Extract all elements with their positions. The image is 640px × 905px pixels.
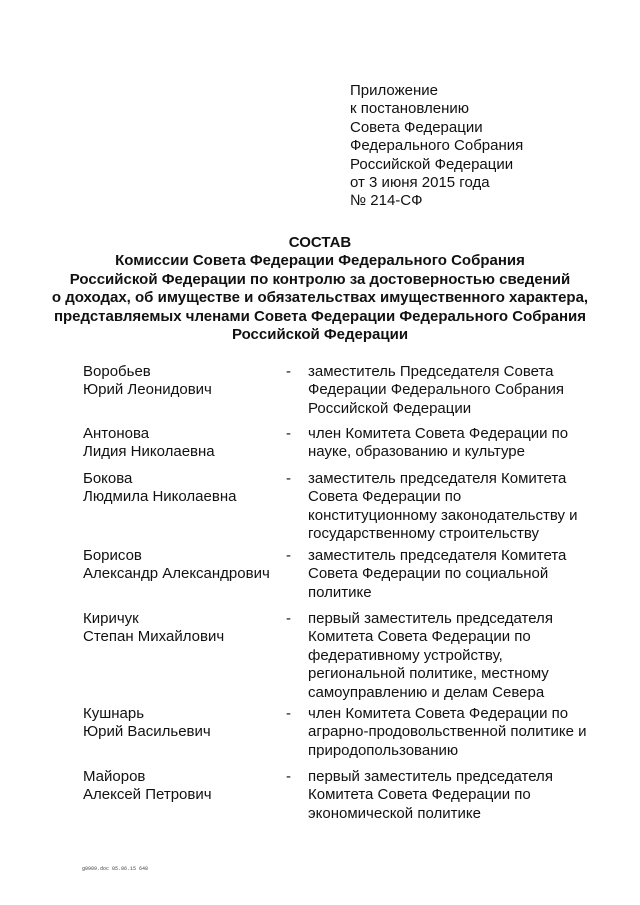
member-surname: Кушнарь — [83, 705, 145, 722]
member-role — [308, 705, 587, 760]
role-line: самоуправлению и делам Севера — [308, 683, 545, 701]
role-line: Комитета Совета Федерации по — [308, 786, 531, 804]
member-given-name: Александр Александрович — [83, 565, 270, 583]
appendix-line: к постановлению — [350, 100, 469, 118]
appendix-block — [350, 82, 523, 211]
member-surname: Киричук — [83, 610, 139, 627]
member-dash: - — [286, 363, 291, 380]
role-line: Российской Федерации — [308, 399, 472, 417]
member-role — [308, 363, 564, 418]
member-role — [308, 425, 568, 462]
member-surname: Майоров — [83, 768, 146, 785]
member-name — [83, 363, 212, 400]
role-line: науке, образованию и культуре — [308, 443, 525, 461]
member-name — [83, 470, 236, 507]
role-line: природопользованию — [308, 741, 459, 759]
role-line: конституционному законодательству и — [308, 506, 578, 524]
member-given-name: Юрий Васильевич — [83, 723, 211, 741]
member-surname: Антонова — [83, 425, 150, 442]
title-line: Российской Федерации — [231, 326, 409, 344]
member-surname: Воробьев — [83, 363, 151, 380]
role-line: заместитель Председателя Совета — [308, 363, 554, 380]
member-given-name: Людмила Николаевна — [83, 488, 237, 506]
title-line: о доходах, об имуществе и обязательствах имущественного характера, — [51, 289, 589, 307]
document-footer-code: g0909.doc 05.06.15 648 — [82, 866, 149, 872]
role-line: заместитель председателя Комитета — [308, 470, 567, 487]
role-line: федеративному устройству, — [308, 646, 503, 664]
member-role — [308, 768, 553, 823]
member-name — [83, 425, 215, 462]
member-name — [83, 610, 224, 647]
document-title — [40, 234, 600, 344]
role-line: первый заместитель председателя — [308, 610, 553, 627]
title-heading: СОСТАВ — [288, 234, 352, 251]
role-line: первый заместитель председателя — [308, 768, 553, 785]
member-dash: - — [286, 425, 291, 442]
title-line: представляемых членами Совета Федерации Федерального Собрания — [53, 307, 587, 325]
role-line: государственному строительству — [308, 525, 540, 543]
appendix-line: Совета Федерации — [350, 118, 483, 136]
member-surname: Борисов — [83, 547, 142, 564]
member-name — [83, 768, 212, 805]
role-line: политике — [308, 583, 372, 601]
appendix-line: от 3 июня 2015 года — [350, 174, 490, 192]
role-line: региональной политике, местному — [308, 665, 549, 683]
appendix-line: № 214-СФ — [350, 192, 423, 210]
role-line: аграрно-продовольственной политике и — [308, 723, 587, 741]
member-given-name: Степан Михайлович — [83, 628, 225, 646]
role-line: заместитель председателя Комитета — [308, 547, 567, 564]
role-line: член Комитета Совета Федерации по — [308, 425, 569, 442]
member-name — [83, 547, 270, 584]
member-given-name: Юрий Леонидович — [83, 381, 212, 399]
member-dash: - — [286, 470, 291, 487]
role-line: Совета Федерации по социальной — [308, 565, 549, 583]
role-line: Совета Федерации по — [308, 488, 462, 506]
member-dash: - — [286, 705, 291, 722]
role-line: член Комитета Совета Федерации по — [308, 705, 569, 722]
appendix-line: Приложение — [350, 82, 438, 99]
member-role — [308, 547, 566, 602]
member-dash: - — [286, 768, 291, 785]
member-dash: - — [286, 610, 291, 627]
member-dash: - — [286, 547, 291, 564]
appendix-line: Федерального Собрания — [350, 137, 524, 155]
role-line: Федерации Федерального Собрания — [308, 381, 564, 399]
member-given-name: Алексей Петрович — [83, 786, 212, 804]
member-surname: Бокова — [83, 470, 133, 487]
role-line: Комитета Совета Федерации по — [308, 628, 531, 646]
appendix-line: Российской Федерации — [350, 155, 514, 173]
role-line: экономической политике — [308, 804, 481, 822]
title-line: Российской Федерации по контролю за достоверностью сведений — [69, 270, 571, 288]
member-given-name: Лидия Николаевна — [83, 443, 215, 461]
member-role — [308, 470, 578, 544]
member-name — [83, 705, 211, 742]
title-line: Комиссии Совета Федерации Федерального Собрания — [115, 252, 525, 270]
member-role — [308, 610, 553, 702]
